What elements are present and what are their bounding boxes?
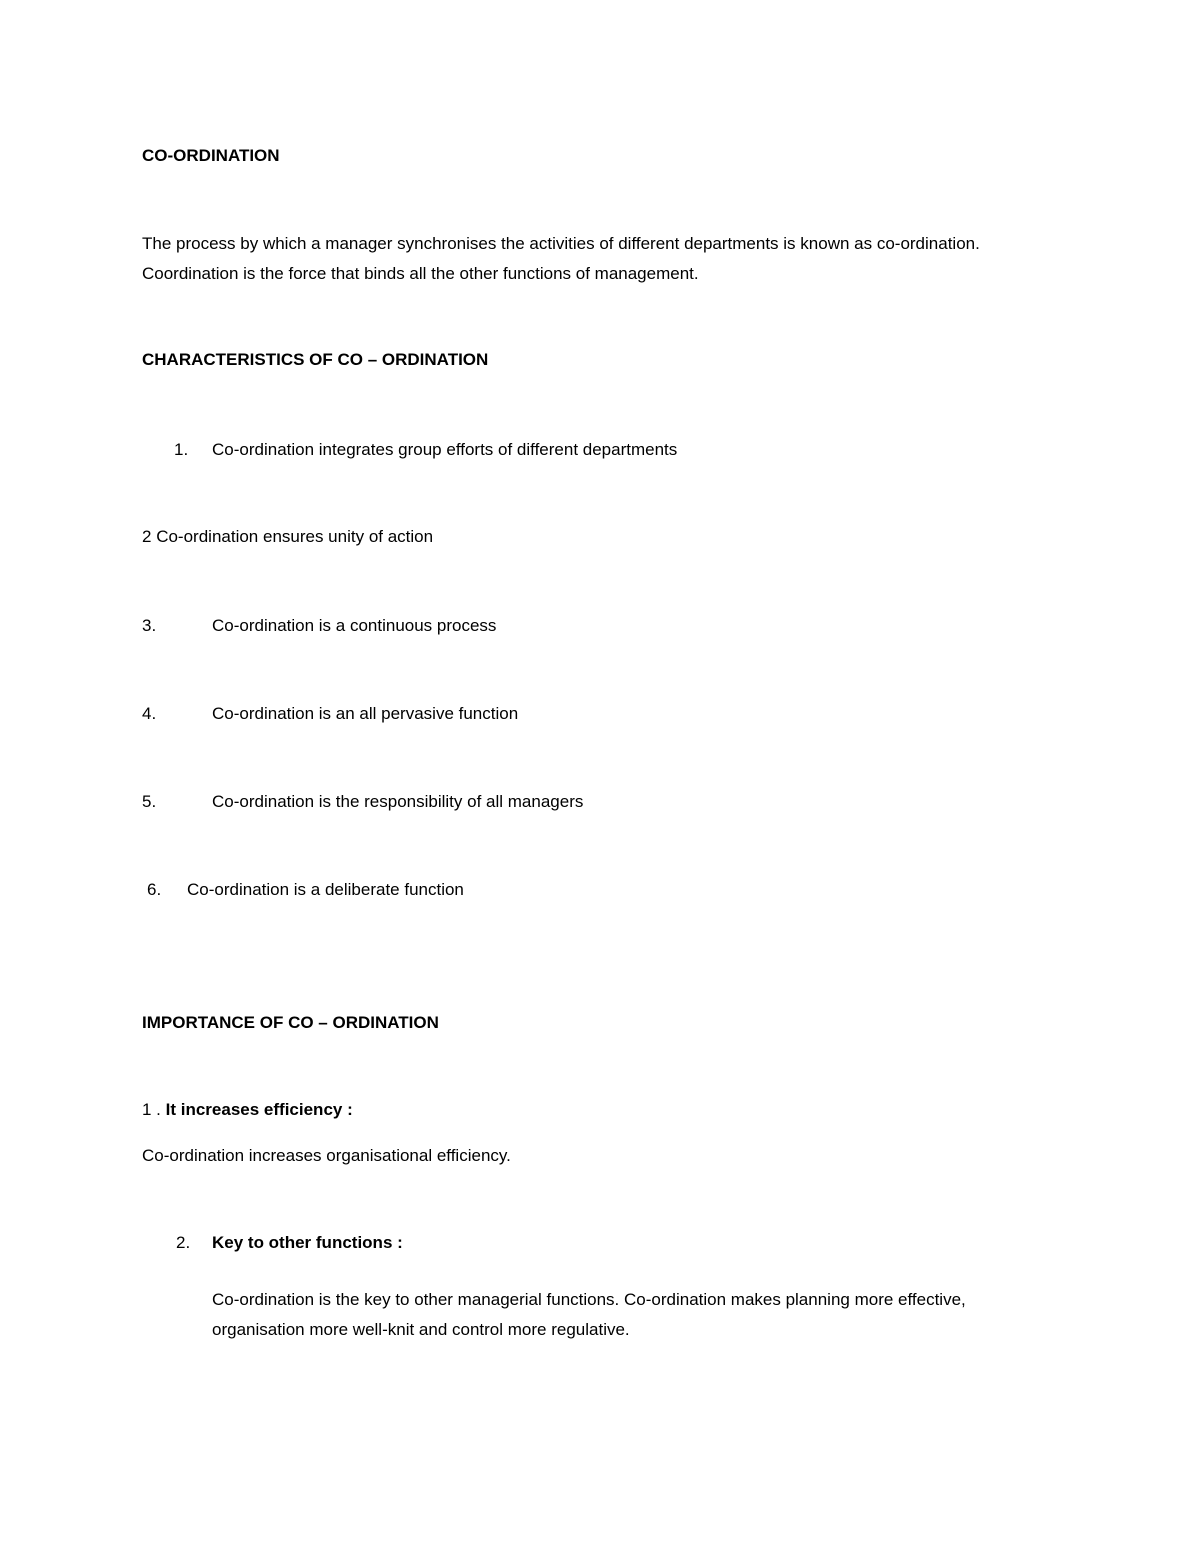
characteristic-text: Co-ordination integrates group efforts of different departments — [212, 440, 678, 459]
importance-heading: IMPORTANCE OF CO – ORDINATION — [142, 1013, 439, 1032]
importance-item-body: Co-ordination increases organisational efficiency. — [142, 1146, 511, 1165]
importance-item-body: Co-ordination is the key to other managerial functions. Co-ordination makes planning more effective, organisation more well-knit and control more regulative. — [212, 1290, 966, 1339]
item-number: 5. — [142, 792, 157, 811]
item-number: 1. — [174, 440, 189, 459]
characteristic-text: Co-ordination is an all pervasive function — [212, 704, 519, 723]
item-number: 2. — [176, 1233, 191, 1252]
characteristic-item — [142, 527, 433, 547]
characteristic-text: Co-ordination is a deliberate function — [187, 880, 464, 899]
importance-title-text: It increases efficiency : — [165, 1100, 353, 1119]
intro-paragraph: The process by which a manager synchronises the activities of different departments is known as co-ordination. Coordination is the force that binds all the other functions of management. — [142, 234, 980, 283]
characteristic-text: Co-ordination ensures unity of action — [156, 527, 434, 546]
characteristic-item — [174, 440, 188, 460]
characteristic-text: Co-ordination is the responsibility of all managers — [212, 792, 584, 811]
item-number: 4. — [142, 704, 157, 723]
importance-item-title — [176, 1233, 190, 1253]
characteristic-item — [142, 792, 156, 812]
item-number: 1 . — [142, 1100, 161, 1119]
characteristic-text: Co-ordination is a continuous process — [212, 616, 497, 635]
item-number: 3. — [142, 616, 157, 635]
characteristic-item — [142, 704, 156, 724]
importance-item-title — [142, 1100, 353, 1120]
document-title: CO-ORDINATION — [142, 146, 280, 165]
item-number: 2 — [142, 527, 152, 546]
characteristics-heading: CHARACTERISTICS OF CO – ORDINATION — [142, 350, 489, 369]
characteristic-item — [142, 616, 156, 636]
item-number: 6. — [147, 880, 162, 899]
importance-title-text: Key to other functions : — [212, 1233, 403, 1252]
characteristic-item — [147, 880, 161, 900]
